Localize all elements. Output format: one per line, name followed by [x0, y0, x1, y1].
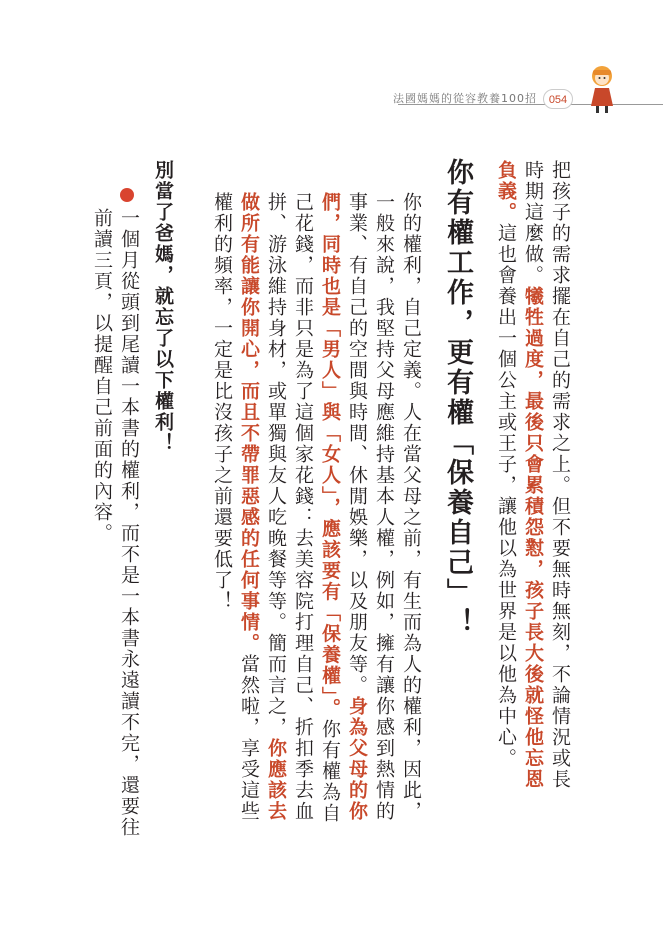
intro-emphasis: 犧牲過度，最後只會累積怨懟，孩子長大後就怪他忘恩負義。	[495, 160, 544, 790]
section-body	[208, 192, 424, 832]
section-text-b: 你有權為自己花錢，而非只是為了這個家花錢：去美容院打理自己、折扣季去血拼、游泳維持身材，或單獨與友人吃晚餐等等。簡而言之，	[265, 192, 341, 824]
section-heading: 你有權工作，更有權「保養自己」！	[442, 158, 473, 638]
page-number-badge: 054	[543, 89, 573, 109]
tips-heading: 別當了爸媽，就忘了以下權利！	[152, 160, 174, 454]
intro-text: 把孩子的需求擺在自己的需求之上。但不要無時無刻，不論情況或長時期這麼做。	[522, 160, 571, 790]
section-emphasis-1: 身為父母的你們，同時也是「男人」與「女人」，應該要有「保養權」。	[319, 192, 368, 822]
section-text-a: 你的權利，自己定義。人在當父母之前，有生而為人的權利，因此，一般來說，我堅持父母應維持基本人權，例如，擁有讓你感到熱情的事業、有自己的空間與時間、休閒娛樂，以及朋友等。	[346, 192, 422, 822]
tip-bullet-text: 一個月從頭到尾讀一本書的權利，而不是一本書永遠讀不完，還要往前讀三頁，以提醒自己前面的內容。	[91, 208, 140, 838]
intro-paragraph	[483, 160, 573, 800]
girl-mascot-icon	[584, 62, 620, 118]
section-text-c: 當然啦，享受這些權利的頻率，一定是比沒孩子之前還要低了！	[211, 192, 260, 822]
intro-tail: 這也會養出一個公主或王子，讓他以為世界是以他為中心。	[495, 223, 517, 769]
running-header-title: 法國媽媽的從容教養100招	[393, 92, 537, 105]
bullet-dot-icon	[120, 188, 134, 202]
section-emphasis-2: 你應該去做所有能讓你開心，而且不帶罪惡感的任何事情。	[238, 192, 287, 822]
